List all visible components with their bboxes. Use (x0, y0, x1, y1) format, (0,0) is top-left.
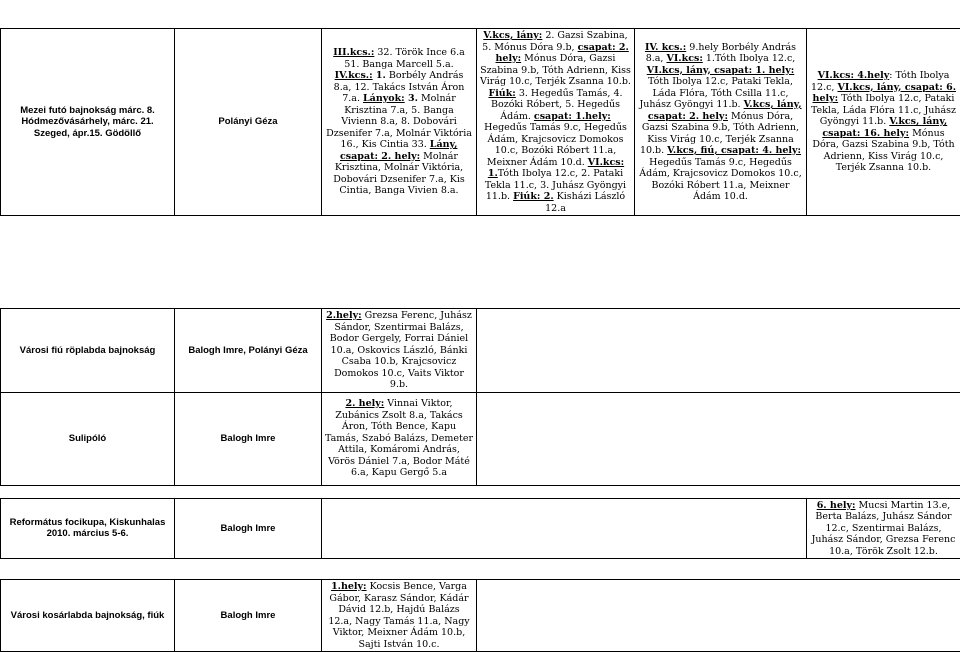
result-text-segment: VI.kcs: 4.hely (818, 70, 890, 81)
result-cell (477, 29, 635, 216)
result-text-segment: VI.kcs: (666, 53, 702, 64)
result-text-segment: csapat: 2. hely: (496, 42, 629, 65)
result-text-segment: 2. Gazsi Szabina, 5. Mónus Dóra 9.b, (482, 30, 628, 53)
result-text-segment: 1.hely: (331, 581, 367, 592)
teacher-cell: Balogh Imre (175, 498, 322, 559)
result-text-segment: 1. (373, 70, 386, 81)
result-cell (322, 580, 477, 652)
result-text-segment: : Tóth Ibolya 12.c, (811, 70, 949, 93)
result-cell (807, 498, 960, 559)
result-text-segment: Tóth Ibolya 12.c, 2. Pataki Tekla 11.c, 3. Juhász Gyöngyi 11.b. (485, 168, 626, 202)
result-text-segment: V.kcs, lány, csapat: 2. hely: (648, 99, 802, 122)
empty-cell (477, 392, 960, 485)
result-text-segment: Borbély András 8.a, 12. Takács István Áron 7.a. (334, 70, 465, 104)
result-text-segment: VI.kcs: 1. (488, 157, 624, 180)
event-cell: Mezei futó bajnokság márc. 8. Hódmezővásárhely, márc. 21. Szeged, ápr.15. Gödöllő (1, 29, 175, 216)
result-text-segment: Kocsis Bence, Varga Gábor, Karasz Sándor, Kádár Dávid 12.b, Hajdú Balázs 12.a, Nagy Tamás 11.a, Nagy Viktor, Meixner Ádám 10.b, Sajti István 10.c. (328, 581, 469, 650)
table-row (1, 392, 960, 485)
table-row (1, 29, 960, 216)
result-text-segment: 6. hely: (817, 500, 856, 511)
result-text-segment: Mónus Dóra, Gazsi Szabina 9.b, Tóth Adrienn, Kiss Virág 10.c, Terjék Zsanna 10.b. (812, 128, 954, 174)
result-text-segment: 9.hely Borbély András 8.a, (646, 42, 796, 65)
teacher-cell: Balogh Imre (175, 580, 322, 652)
table-row (1, 580, 960, 652)
result-text-segment: Fiúk: (488, 88, 515, 99)
result-text-segment: Grezsa Ferenc, Juhász Sándor, Szentirmai Balázs, Bodor Gergely, Forrai Dániel 10.a, Oskovics László, Bánki Csaba 10.b, Krajcsovicz Domokos 10.c, Vaits Viktor 9.b. (330, 310, 472, 390)
result-text-segment: Molnár Krisztina, Molnár Viktória, Dobovári Dzsenifer 7.a, Kis Cintia, Banga Vivien 8.a. (333, 151, 465, 197)
result-text-segment: 3. Hegedűs Tamás, 4. Bozóki Róbert, 5. Hegedűs Ádám. (491, 88, 623, 122)
result-text-segment: Tóth Ibolya 12.c, Pataki Tekla, Láda Flóra 11.c, Juhász Gyöngyi 11.b. (811, 93, 956, 127)
empty-cell (322, 498, 807, 559)
teacher-cell: Polányi Géza (175, 29, 322, 216)
result-text-segment: Lányok: (363, 93, 405, 104)
event-cell: Városi kosárlabda bajnokság, fiúk (1, 580, 175, 652)
result-text-segment: Lány, csapat: (340, 139, 457, 162)
result-text-segment: Mónus Dóra, Gazsi Szabina 9.b, Tóth Adrienn, Kiss Virág 10.c, Terjék Zsanna 10.b. (480, 53, 631, 87)
result-text-segment: 3. (405, 93, 418, 104)
result-text-segment: V.kcs, lány: (483, 30, 542, 41)
result-text-segment: Tóth Ibolya 12.c, Pataki Tekla, Láda Flóra, Tóth Csilla 11.c, Juhász Gyöngyi 11.b. (639, 76, 793, 110)
teacher-cell: Balogh Imre, Polányi Géza (175, 309, 322, 393)
result-text-segment: 2. hely: (378, 151, 420, 162)
result-text-segment: Mucsi Martin 13.e, Berta Balázs, Juhász Sándor 12.c, Szentirmai Balázs, Juhász Sándor, Grezsa Ferenc 10.a, Török Zsolt 12.b. (812, 500, 956, 557)
result-text-segment: csapat: 1.hely: (534, 111, 611, 122)
table-row (1, 498, 960, 559)
result-text-segment: V.kcs, lány, csapat: 16. hely: (822, 116, 947, 139)
result-text-segment: Kisházi László 12.a (545, 191, 625, 214)
event-cell: Sulipóló (1, 392, 175, 485)
result-cell (322, 29, 477, 216)
result-text-segment: Hegedűs Tamás 9.c, Hegedűs Ádám, Krajcsovicz Domokos 10.c, Bozóki Róbert 11.a, Meixner Ádám 10.d. (484, 122, 627, 168)
result-text-segment: V.kcs, fiú, csapat: 4. hely: (667, 145, 801, 156)
result-text-segment: Molnár Krisztina 7.a, 5. Banga Vivienn 8.a, 8. Dobovári Dzsenifer 7.a, Molnár Viktória 16., Kis Cintia 33. (326, 93, 472, 150)
event-cell: Városi fiú röplabda bajnokság (1, 309, 175, 393)
result-cell (322, 392, 477, 485)
result-cell (322, 309, 477, 393)
result-text-segment: III.kcs.: (333, 47, 374, 58)
result-text-segment: Hegedűs Tamás 9.c, Hegedűs Ádám, Krajcsovicz Domokos 10.c, Bozóki Róbert 11.a, Meixner Ádám 10.d. (639, 157, 801, 203)
result-text-segment: VI.kcs, lány, csapat: 1. hely: (647, 65, 794, 76)
spacer-row (1, 216, 960, 309)
teacher-cell: Balogh Imre (175, 392, 322, 485)
event-cell: Református focikupa, Kiskunhalas 2010. március 5-6. (1, 498, 175, 559)
result-text-segment: Fiúk: 2. (513, 191, 554, 202)
result-text-segment: IV.kcs.: (335, 70, 373, 81)
results-table (0, 28, 960, 652)
result-cell (635, 29, 807, 216)
empty-cell (477, 580, 960, 652)
result-text-segment: Mónus Dóra, Gazsi Szabina 9.b, Tóth Adrienn, Kiss Virág 10.c, Terjék Zsanna 10.b. (640, 111, 799, 157)
empty-cell (477, 309, 960, 393)
result-text-segment: 32. Török Ince 6.a 51. Banga Marcell 5.a. (344, 47, 465, 70)
result-text-segment: 1.Tóth Ibolya 12.c, (703, 53, 795, 64)
table-row (1, 309, 960, 393)
result-text-segment: 2.hely: (326, 310, 362, 321)
result-text-segment: VI.kcs, lány, csapat: 6. hely: (813, 82, 956, 105)
result-cell (807, 29, 960, 216)
result-text-segment: IV. kcs.: (645, 42, 686, 53)
spacer-row (1, 559, 960, 580)
spacer-row (1, 485, 960, 498)
result-text-segment: Vinnai Viktor, Zubánics Zsolt 8.a, Takács Áron, Tóth Bence, Kapu Tamás, Szabó Balázs, Demeter Attila, Komáromi András, Vörös Dániel 7.a, Bodor Máté 6.a, Kapu Gergő 5.a (325, 398, 473, 478)
result-text-segment: 2. hely: (345, 398, 384, 409)
